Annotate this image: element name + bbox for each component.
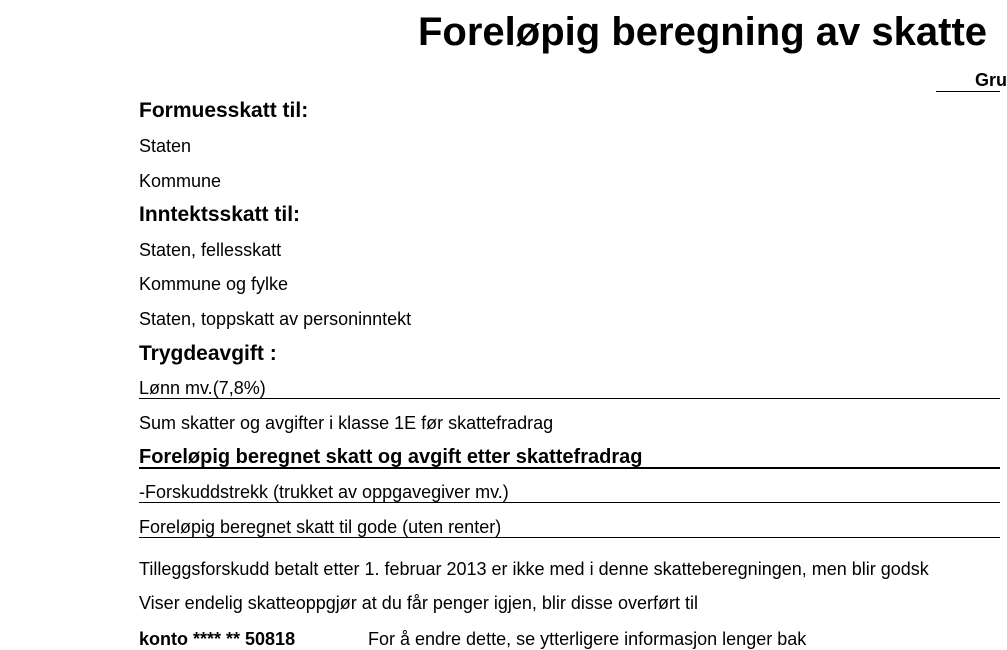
inntektsskatt-kommune-fylke-row: Kommune og fylke [139, 274, 289, 294]
row-divider [139, 467, 1000, 469]
formuesskatt-heading: Formuesskatt til: [139, 99, 309, 122]
column-subheading: Gru [975, 70, 1007, 90]
trygdeavgift-heading: Trygdeavgift : [139, 342, 277, 365]
account-number: konto **** ** 50818 [139, 629, 296, 649]
subheading-underline [936, 91, 1000, 92]
inntektsskatt-fellesskatt-row: Staten, fellesskatt [139, 240, 282, 260]
inntektsskatt-toppskatt-row: Staten, toppskatt av personinntekt [139, 309, 412, 329]
row-divider [139, 398, 1000, 399]
paragraph-skatteoppgjor: Viser endelig skatteoppgjør at du får penger igjen, blir disse overført til [139, 593, 698, 613]
document-title: Foreløpig beregning av skatte [418, 10, 988, 54]
paragraph-tilleggsforskudd: Tilleggsforskudd betalt etter 1. februar 2013 er ikke med i denne skatteberegningen, men blir godsk [139, 559, 929, 579]
forskuddstrekk-row: -Forskuddstrekk (trukket av oppgavegiver mv.) [139, 482, 509, 502]
after-deduction-heading: Foreløpig beregnet skatt og avgift etter skattefradrag [139, 446, 643, 468]
formuesskatt-staten-row: Staten [139, 136, 192, 156]
inntektsskatt-heading: Inntektsskatt til: [139, 203, 301, 226]
formuesskatt-kommune-row: Kommune [139, 171, 222, 191]
sum-row: Sum skatter og avgifter i klasse 1E før skattefradrag [139, 413, 554, 433]
row-divider [139, 502, 1000, 503]
row-divider [139, 537, 1000, 538]
trygdeavgift-lonn-row: Lønn mv.(7,8%) [139, 378, 266, 398]
til-gode-row: Foreløpig beregnet skatt til gode (uten renter) [139, 517, 502, 537]
account-change-note: For å endre dette, se ytterligere informasjon lenger bak [368, 629, 807, 649]
